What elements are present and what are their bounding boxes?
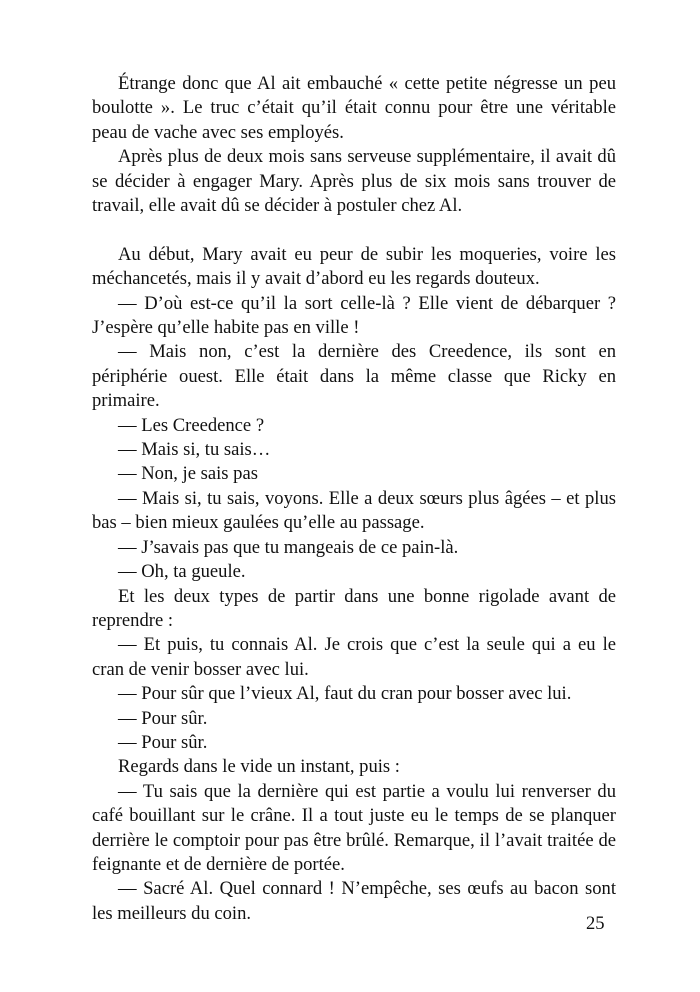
paragraph: Au début, Mary avait eu peur de subir les moqueries, voire les méchancetés, mais il y avait d’abord eu les regards douteux. [92, 243, 616, 290]
dialogue-line: — Mais si, tu sais, voyons. Elle a deux sœurs plus âgées – et plus bas – bien mieux gaulées qu’elle au passage. [92, 487, 616, 534]
paragraph: Étrange donc que Al ait embauché « cette petite négresse un peu boulotte ». Le truc c’était qu’il était connu pour être une véritable peau de vache avec ses employés. [92, 73, 616, 143]
dialogue-line: — Sacré Al. Quel connard ! N’empêche, ses œufs au bacon sont les meilleurs du coin. [92, 878, 616, 924]
dialogue-line: — Pour sûr que l’vieux Al, faut du cran pour bosser avec lui. [118, 683, 572, 705]
paragraph: Et les deux types de partir dans une bonne rigolade avant de reprendre : [92, 585, 616, 631]
dialogue-line: — Non, je sais pas [118, 463, 258, 485]
dialogue-line: — J’savais pas que tu mangeais de ce pain-là. [118, 536, 459, 558]
paragraph: Regards dans le vide un instant, puis : [118, 756, 400, 778]
page-body [92, 72, 616, 926]
dialogue-line: — Et puis, tu connais Al. Je crois que c’est la seule qui a eu le cran de venir bosser avec lui. [92, 634, 616, 680]
paragraph: Après plus de deux mois sans serveuse supplémentaire, il avait dû se décider à engager Mary. Après plus de six mois sans trouver de travail, elle avait dû se décider à postuler chez Al. [92, 146, 616, 217]
dialogue-line: — Pour sûr. [118, 707, 208, 729]
dialogue-line: — Oh, ta gueule. [118, 561, 246, 583]
dialogue-line: — Pour sûr. [118, 731, 208, 753]
page-number: 25 [586, 913, 605, 934]
dialogue-line: — Mais non, c’est la dernière des Creedence, ils sont en périphérie ouest. Elle était dans la même classe que Ricky en primaire. [92, 341, 616, 412]
dialogue-line: — D’où est-ce qu’il la sort celle-là ? Elle vient de débarquer ? J’espère qu’elle habite pas en ville ! [92, 292, 616, 339]
dialogue-line: — Mais si, tu sais… [118, 439, 271, 461]
dialogue-line: — Les Creedence ? [118, 414, 265, 436]
dialogue-line: — Tu sais que la dernière qui est partie a voulu lui renverser du café bouillant sur le crâne. Il a tout juste eu le temps de se planquer derrière le comptoir pour pas être brûlé. Remarque, il l’avait traitée de feignante et de dernière de portée. [92, 780, 616, 875]
